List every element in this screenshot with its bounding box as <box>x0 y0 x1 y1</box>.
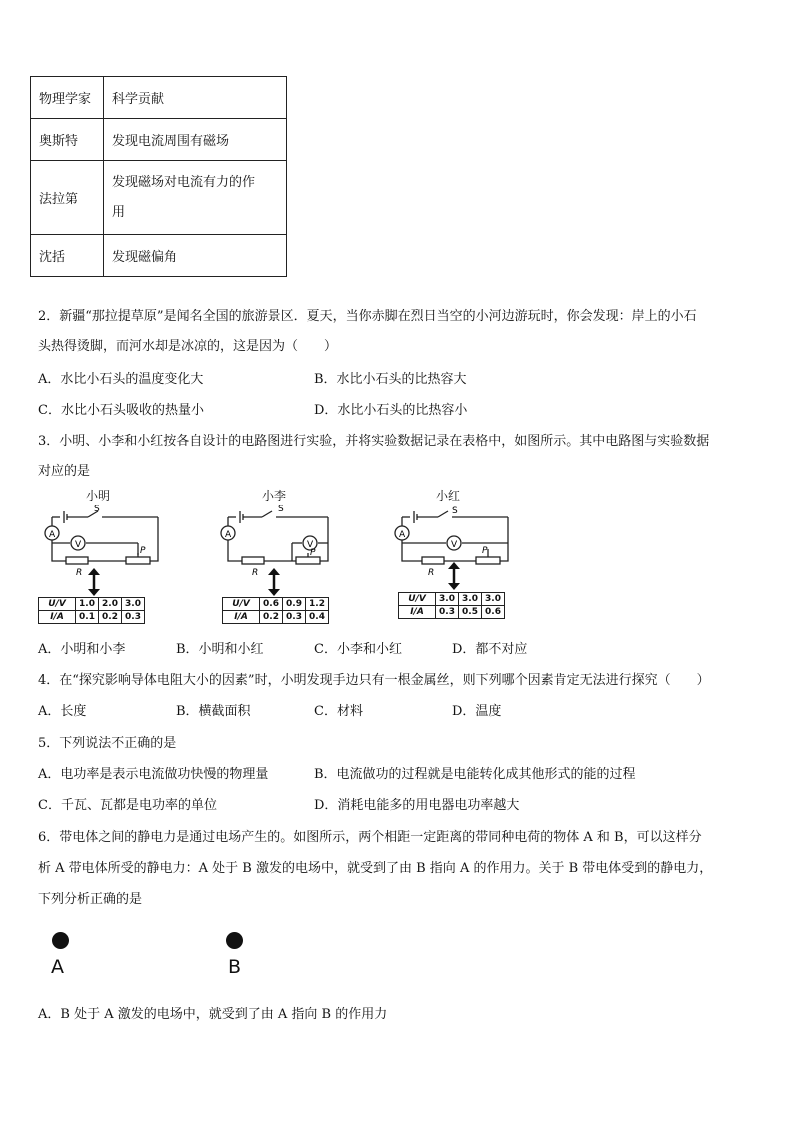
cell: 0.5 <box>459 606 482 619</box>
row-label: U/V <box>399 593 436 606</box>
resistor-label: R <box>76 568 83 577</box>
question-2-text: 头热得烫脚，而河水却是冰凉的，这是因为（ ） <box>38 339 338 354</box>
switch-label: S <box>452 506 458 516</box>
row-label: U/V <box>223 598 260 611</box>
charge-a-label: A <box>51 956 64 978</box>
cell: 0.3 <box>122 611 145 624</box>
question-6-text: 6．带电体之间的静电力是通过电场产生的。如图所示，两个相距一定距离的带同种电荷的物体 A 和 B，可以这样分 <box>38 830 702 845</box>
circuit-label-xiaohong: 小红 <box>436 489 461 503</box>
cell: 1.2 <box>306 598 329 611</box>
question-5-text: 5．下列说法不正确的是 <box>38 736 177 751</box>
question-5-option-c: C．千瓦、瓦都是电功率的单位 <box>38 798 217 813</box>
charge-b-dot <box>226 932 243 949</box>
table-cell <box>104 161 287 235</box>
rheostat-label: P <box>482 546 488 556</box>
question-2-option-d: D．水比小石头的比热容小 <box>314 403 468 418</box>
question-3-option-d: D．都不对应 <box>452 642 528 657</box>
table-cell: 发现磁偏角 <box>104 235 287 277</box>
question-3-option-b: B．小明和小红 <box>176 642 264 657</box>
switch-label: S <box>94 505 100 514</box>
table-cell: 科学贡献 <box>104 77 287 119</box>
table-row <box>31 119 287 161</box>
cell: 0.2 <box>99 611 122 624</box>
circuit-diagram-xiaoming <box>36 505 166 577</box>
cell: 0.6 <box>260 598 283 611</box>
double-arrow-icon <box>86 568 102 596</box>
rheostat-label: P <box>140 546 146 556</box>
data-table-xiaoli <box>222 597 329 624</box>
cell: 0.4 <box>306 611 329 624</box>
cell: 0.6 <box>482 606 505 619</box>
question-3-option-c: C．小李和小红 <box>314 642 402 657</box>
row-label: I/A <box>39 611 76 624</box>
cell: 3.0 <box>436 593 459 606</box>
question-4-option-c: C．材料 <box>314 704 363 719</box>
circuit-diagram-xiaoli <box>212 505 342 577</box>
table-cell: 沈括 <box>31 235 104 277</box>
cell: 0.2 <box>260 611 283 624</box>
double-arrow-icon <box>266 568 282 596</box>
row-label: I/A <box>223 611 260 624</box>
table-row <box>31 235 287 277</box>
cell-line: 发现磁场对电流有力的作 <box>112 174 256 190</box>
question-3-text: 对应的是 <box>38 464 91 479</box>
question-4-option-a: A．长度 <box>38 704 87 719</box>
cell: 0.1 <box>76 611 99 624</box>
voltmeter-symbol: V <box>75 540 82 550</box>
switch-label: S <box>278 505 284 514</box>
question-5-option-b: B．电流做功的过程就是电能转化成其他形式的能的过程 <box>314 767 636 782</box>
question-2-option-a: A．水比小石头的温度变化大 <box>38 372 204 387</box>
cell: 0.3 <box>436 606 459 619</box>
cell: 3.0 <box>459 593 482 606</box>
scientist-table <box>30 76 287 277</box>
resistor-label: R <box>252 568 259 577</box>
table-cell: 物理学家 <box>31 77 104 119</box>
question-3-option-a: A．小明和小李 <box>38 642 126 657</box>
question-6-text: 析 A 带电体所受的静电力：A 处于 B 激发的电场中，就受到了由 B 指向 A 的作用力。关于 B 带电体受到的静电力， <box>38 861 713 876</box>
cell: 0.9 <box>283 598 306 611</box>
question-6-text: 下列分析正确的是 <box>38 892 143 907</box>
voltmeter-symbol: V <box>451 540 458 550</box>
question-4-option-d: D．温度 <box>452 704 502 719</box>
question-4-option-b: B．横截面积 <box>176 704 251 719</box>
cell: 3.0 <box>122 598 145 611</box>
data-table-xiaoming <box>38 597 145 624</box>
table-cell: 发现电流周围有磁场 <box>104 119 287 161</box>
circuit-label-xiaoli: 小李 <box>262 489 287 503</box>
question-2-text: 2．新疆“那拉提草原”是闻名全国的旅游景区．夏天，当你赤脚在烈日当空的小河边游玩时，你会发现：岸上的小石 <box>38 309 697 324</box>
cell: 3.0 <box>482 593 505 606</box>
cell-line: 用 <box>112 204 126 220</box>
table-header-row <box>31 77 287 119</box>
row-label: I/A <box>399 606 436 619</box>
voltmeter-symbol: V <box>307 540 314 550</box>
data-table-xiaohong <box>398 592 505 619</box>
question-5-option-a: A．电功率是表示电流做功快慢的物理量 <box>38 767 269 782</box>
ammeter-symbol: A <box>399 530 406 540</box>
circuit-label-xiaoming: 小明 <box>86 489 111 503</box>
question-3-text: 3．小明、小李和小红按各自设计的电路图进行实验，并将实验数据记录在表格中，如图所示。其中电路图与实验数据 <box>38 434 710 449</box>
table-row <box>31 161 287 235</box>
cell: 1.0 <box>76 598 99 611</box>
cell: 0.3 <box>283 611 306 624</box>
row-label: U/V <box>39 598 76 611</box>
table-cell: 法拉第 <box>31 161 104 235</box>
ammeter-symbol: A <box>49 530 56 540</box>
cell: 2.0 <box>99 598 122 611</box>
question-2-option-c: C．水比小石头吸收的热量小 <box>38 403 204 418</box>
charge-b-label: B <box>228 956 242 978</box>
question-2-option-b: B．水比小石头的比热容大 <box>314 372 467 387</box>
rheostat-label: P <box>310 548 316 558</box>
table-cell: 奥斯特 <box>31 119 104 161</box>
ammeter-symbol: A <box>225 530 232 540</box>
resistor-label: R <box>428 568 435 577</box>
double-arrow-icon <box>446 562 462 590</box>
question-5-option-d: D．消耗电能多的用电器电功率越大 <box>314 798 520 813</box>
question-4-text: 4．在“探究影响导体电阻大小的因素”时，小明发现手边只有一根金属丝，则下列哪个因素肯定无法进行探究（ ） <box>38 673 710 688</box>
charge-a-dot <box>52 932 69 949</box>
question-6-option-a: A．B 处于 A 激发的电场中，就受到了由 A 指向 B 的作用力 <box>38 1007 388 1022</box>
